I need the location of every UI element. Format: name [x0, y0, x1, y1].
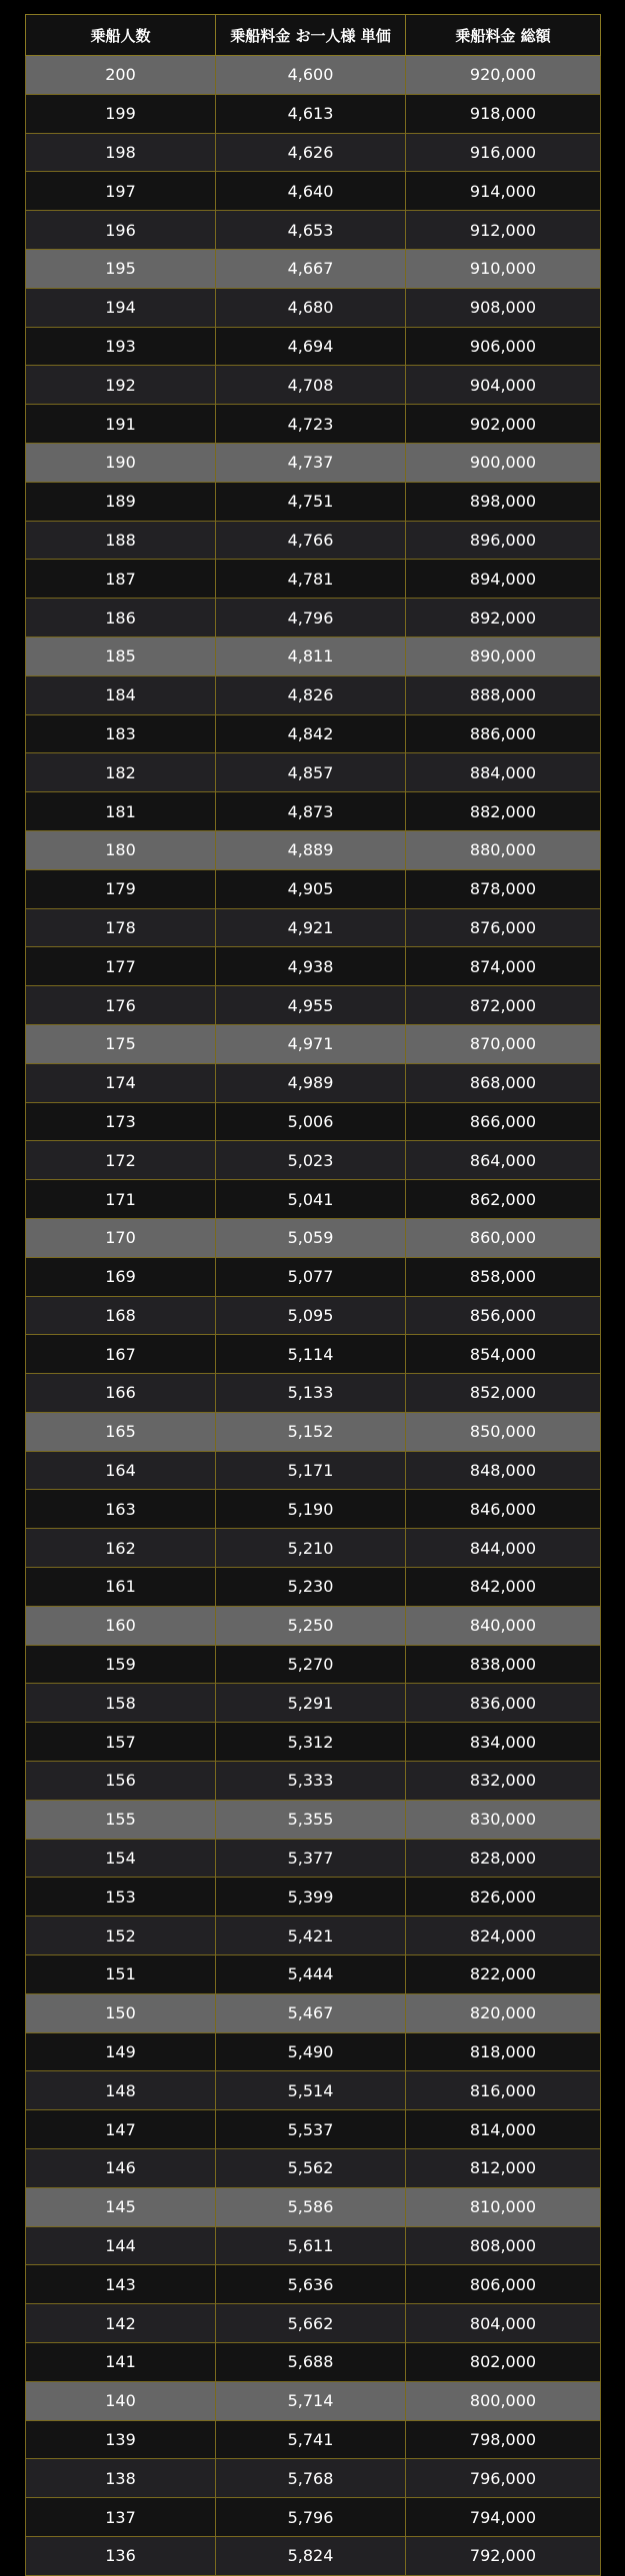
cell-total-price: 846,000	[406, 1490, 601, 1529]
cell-unit-price: 4,826	[216, 675, 406, 714]
cell-total-price: 850,000	[406, 1412, 601, 1451]
cell-passenger-count: 139	[26, 2420, 216, 2459]
table-row	[26, 637, 601, 675]
table-row	[26, 56, 601, 95]
table-row	[26, 133, 601, 172]
cell-total-price: 858,000	[406, 1257, 601, 1296]
cell-passenger-count: 191	[26, 405, 216, 444]
cell-passenger-count: 193	[26, 327, 216, 366]
cell-passenger-count: 169	[26, 1257, 216, 1296]
cell-total-price: 896,000	[406, 521, 601, 560]
table-row	[26, 1180, 601, 1219]
cell-passenger-count: 151	[26, 1955, 216, 1994]
cell-passenger-count: 152	[26, 1917, 216, 1955]
cell-passenger-count: 198	[26, 133, 216, 172]
cell-total-price: 826,000	[406, 1878, 601, 1917]
cell-total-price: 810,000	[406, 2187, 601, 2226]
cell-total-price: 812,000	[406, 2149, 601, 2188]
cell-passenger-count: 181	[26, 792, 216, 831]
cell-total-price: 854,000	[406, 1335, 601, 1374]
cell-total-price: 862,000	[406, 1180, 601, 1219]
cell-total-price: 890,000	[406, 637, 601, 675]
cell-total-price: 894,000	[406, 560, 601, 599]
table-row	[26, 1063, 601, 1102]
table-row	[26, 2420, 601, 2459]
cell-unit-price: 4,796	[216, 599, 406, 638]
table-row	[26, 1374, 601, 1413]
cell-total-price: 906,000	[406, 327, 601, 366]
table-row	[26, 443, 601, 482]
cell-total-price: 834,000	[406, 1723, 601, 1762]
table-row	[26, 675, 601, 714]
table-row	[26, 714, 601, 753]
cell-passenger-count: 199	[26, 94, 216, 133]
cell-total-price: 902,000	[406, 405, 601, 444]
cell-passenger-count: 153	[26, 1878, 216, 1917]
cell-unit-price: 5,077	[216, 1257, 406, 1296]
cell-total-price: 886,000	[406, 714, 601, 753]
cell-passenger-count: 173	[26, 1102, 216, 1141]
table-row	[26, 1024, 601, 1063]
cell-passenger-count: 140	[26, 2381, 216, 2420]
cell-passenger-count: 197	[26, 172, 216, 211]
cell-total-price: 866,000	[406, 1102, 601, 1141]
table-row	[26, 1878, 601, 1917]
cell-unit-price: 5,190	[216, 1490, 406, 1529]
cell-unit-price: 4,667	[216, 249, 406, 288]
cell-unit-price: 4,680	[216, 288, 406, 327]
cell-unit-price: 5,250	[216, 1606, 406, 1645]
cell-total-price: 806,000	[406, 2265, 601, 2304]
cell-unit-price: 5,230	[216, 1568, 406, 1607]
cell-unit-price: 5,152	[216, 1412, 406, 1451]
cell-passenger-count: 150	[26, 1993, 216, 2032]
cell-unit-price: 4,989	[216, 1063, 406, 1102]
cell-total-price: 816,000	[406, 2071, 601, 2110]
cell-total-price: 868,000	[406, 1063, 601, 1102]
cell-passenger-count: 148	[26, 2071, 216, 2110]
cell-unit-price: 5,133	[216, 1374, 406, 1413]
cell-total-price: 878,000	[406, 869, 601, 908]
cell-unit-price: 5,688	[216, 2343, 406, 2382]
table-row	[26, 560, 601, 599]
cell-unit-price: 5,824	[216, 2537, 406, 2576]
cell-unit-price: 5,059	[216, 1218, 406, 1257]
cell-unit-price: 4,737	[216, 443, 406, 482]
cell-unit-price: 5,333	[216, 1762, 406, 1801]
cell-passenger-count: 184	[26, 675, 216, 714]
cell-unit-price: 5,399	[216, 1878, 406, 1917]
cell-passenger-count: 172	[26, 1141, 216, 1180]
cell-passenger-count: 163	[26, 1490, 216, 1529]
table-row	[26, 94, 601, 133]
cell-unit-price: 4,811	[216, 637, 406, 675]
cell-total-price: 814,000	[406, 2110, 601, 2149]
cell-unit-price: 4,613	[216, 94, 406, 133]
cell-total-price: 860,000	[406, 1218, 601, 1257]
cell-unit-price: 4,781	[216, 560, 406, 599]
cell-passenger-count: 137	[26, 2498, 216, 2537]
cell-passenger-count: 141	[26, 2343, 216, 2382]
cell-unit-price: 4,905	[216, 869, 406, 908]
cell-passenger-count: 149	[26, 2032, 216, 2071]
table-row	[26, 1257, 601, 1296]
cell-passenger-count: 166	[26, 1374, 216, 1413]
table-row	[26, 172, 601, 211]
cell-unit-price: 4,889	[216, 830, 406, 869]
cell-total-price: 822,000	[406, 1955, 601, 1994]
cell-unit-price: 5,006	[216, 1102, 406, 1141]
cell-unit-price: 5,636	[216, 2265, 406, 2304]
cell-passenger-count: 192	[26, 366, 216, 405]
cell-unit-price: 5,041	[216, 1180, 406, 1219]
cell-unit-price: 4,600	[216, 56, 406, 95]
cell-total-price: 874,000	[406, 947, 601, 986]
header-passenger-count: 乗船人数	[26, 15, 216, 56]
cell-total-price: 842,000	[406, 1568, 601, 1607]
cell-passenger-count: 177	[26, 947, 216, 986]
cell-unit-price: 4,626	[216, 133, 406, 172]
table-row	[26, 1839, 601, 1878]
table-row	[26, 2381, 601, 2420]
cell-passenger-count: 167	[26, 1335, 216, 1374]
cell-total-price: 892,000	[406, 599, 601, 638]
cell-total-price: 898,000	[406, 482, 601, 521]
cell-passenger-count: 168	[26, 1296, 216, 1335]
table-row	[26, 2149, 601, 2188]
cell-passenger-count: 147	[26, 2110, 216, 2149]
table-row	[26, 792, 601, 831]
fare-table	[25, 14, 601, 2576]
table-row	[26, 482, 601, 521]
cell-total-price: 796,000	[406, 2459, 601, 2498]
table-row	[26, 869, 601, 908]
cell-total-price: 844,000	[406, 1529, 601, 1568]
cell-unit-price: 4,955	[216, 986, 406, 1025]
cell-total-price: 870,000	[406, 1024, 601, 1063]
cell-total-price: 900,000	[406, 443, 601, 482]
cell-unit-price: 4,766	[216, 521, 406, 560]
cell-unit-price: 5,611	[216, 2226, 406, 2265]
table-row	[26, 2459, 601, 2498]
table-row	[26, 1296, 601, 1335]
cell-unit-price: 4,857	[216, 753, 406, 792]
cell-unit-price: 5,537	[216, 2110, 406, 2149]
cell-passenger-count: 179	[26, 869, 216, 908]
table-row	[26, 1645, 601, 1684]
cell-passenger-count: 145	[26, 2187, 216, 2226]
table-row	[26, 947, 601, 986]
cell-unit-price: 5,467	[216, 1993, 406, 2032]
cell-total-price: 872,000	[406, 986, 601, 1025]
cell-unit-price: 5,312	[216, 1723, 406, 1762]
table-row	[26, 2265, 601, 2304]
cell-passenger-count: 164	[26, 1451, 216, 1490]
cell-unit-price: 5,377	[216, 1839, 406, 1878]
cell-total-price: 836,000	[406, 1684, 601, 1723]
cell-unit-price: 4,694	[216, 327, 406, 366]
cell-passenger-count: 180	[26, 830, 216, 869]
cell-unit-price: 5,562	[216, 2149, 406, 2188]
cell-total-price: 856,000	[406, 1296, 601, 1335]
cell-unit-price: 5,291	[216, 1684, 406, 1723]
table-row	[26, 1451, 601, 1490]
cell-unit-price: 5,796	[216, 2498, 406, 2537]
cell-total-price: 840,000	[406, 1606, 601, 1645]
cell-total-price: 918,000	[406, 94, 601, 133]
table-header-row	[26, 15, 601, 56]
cell-total-price: 848,000	[406, 1451, 601, 1490]
cell-unit-price: 5,514	[216, 2071, 406, 2110]
table-row	[26, 2304, 601, 2343]
cell-passenger-count: 194	[26, 288, 216, 327]
cell-total-price: 876,000	[406, 908, 601, 947]
cell-passenger-count: 178	[26, 908, 216, 947]
table-row	[26, 211, 601, 250]
cell-passenger-count: 182	[26, 753, 216, 792]
cell-unit-price: 5,023	[216, 1141, 406, 1180]
table-row	[26, 1568, 601, 1607]
cell-total-price: 914,000	[406, 172, 601, 211]
table-row	[26, 2187, 601, 2226]
cell-total-price: 824,000	[406, 1917, 601, 1955]
cell-unit-price: 4,971	[216, 1024, 406, 1063]
table-row	[26, 2071, 601, 2110]
cell-passenger-count: 195	[26, 249, 216, 288]
cell-unit-price: 5,444	[216, 1955, 406, 1994]
table-row	[26, 1993, 601, 2032]
table-row	[26, 2537, 601, 2576]
cell-unit-price: 5,421	[216, 1917, 406, 1955]
cell-total-price: 800,000	[406, 2381, 601, 2420]
cell-total-price: 828,000	[406, 1839, 601, 1878]
cell-passenger-count: 138	[26, 2459, 216, 2498]
cell-unit-price: 5,114	[216, 1335, 406, 1374]
table-row	[26, 1218, 601, 1257]
cell-total-price: 808,000	[406, 2226, 601, 2265]
cell-total-price: 920,000	[406, 56, 601, 95]
cell-unit-price: 5,662	[216, 2304, 406, 2343]
cell-total-price: 888,000	[406, 675, 601, 714]
cell-passenger-count: 154	[26, 1839, 216, 1878]
cell-total-price: 912,000	[406, 211, 601, 250]
cell-passenger-count: 136	[26, 2537, 216, 2576]
cell-passenger-count: 159	[26, 1645, 216, 1684]
cell-unit-price: 4,723	[216, 405, 406, 444]
cell-unit-price: 5,741	[216, 2420, 406, 2459]
table-row	[26, 1335, 601, 1374]
cell-total-price: 908,000	[406, 288, 601, 327]
cell-passenger-count: 187	[26, 560, 216, 599]
cell-total-price: 864,000	[406, 1141, 601, 1180]
cell-passenger-count: 161	[26, 1568, 216, 1607]
cell-passenger-count: 155	[26, 1800, 216, 1839]
table-row	[26, 1412, 601, 1451]
cell-passenger-count: 170	[26, 1218, 216, 1257]
cell-passenger-count: 162	[26, 1529, 216, 1568]
cell-passenger-count: 183	[26, 714, 216, 753]
cell-unit-price: 5,171	[216, 1451, 406, 1490]
cell-total-price: 798,000	[406, 2420, 601, 2459]
cell-total-price: 802,000	[406, 2343, 601, 2382]
header-unit-price: 乗船料金 お一人様 単価	[216, 15, 406, 56]
cell-unit-price: 5,714	[216, 2381, 406, 2420]
cell-passenger-count: 142	[26, 2304, 216, 2343]
cell-passenger-count: 185	[26, 637, 216, 675]
cell-passenger-count: 160	[26, 1606, 216, 1645]
cell-total-price: 852,000	[406, 1374, 601, 1413]
cell-unit-price: 4,640	[216, 172, 406, 211]
cell-unit-price: 4,653	[216, 211, 406, 250]
cell-passenger-count: 157	[26, 1723, 216, 1762]
cell-passenger-count: 143	[26, 2265, 216, 2304]
cell-passenger-count: 190	[26, 443, 216, 482]
cell-unit-price: 4,873	[216, 792, 406, 831]
cell-passenger-count: 186	[26, 599, 216, 638]
cell-passenger-count: 156	[26, 1762, 216, 1801]
table-row	[26, 1723, 601, 1762]
cell-total-price: 880,000	[406, 830, 601, 869]
cell-unit-price: 5,095	[216, 1296, 406, 1335]
cell-passenger-count: 158	[26, 1684, 216, 1723]
table-row	[26, 249, 601, 288]
table-row	[26, 1102, 601, 1141]
cell-passenger-count: 165	[26, 1412, 216, 1451]
cell-unit-price: 5,355	[216, 1800, 406, 1839]
cell-unit-price: 4,938	[216, 947, 406, 986]
cell-unit-price: 5,586	[216, 2187, 406, 2226]
table-row	[26, 753, 601, 792]
header-total-price: 乗船料金 総額	[406, 15, 601, 56]
cell-total-price: 832,000	[406, 1762, 601, 1801]
cell-total-price: 882,000	[406, 792, 601, 831]
cell-passenger-count: 175	[26, 1024, 216, 1063]
cell-total-price: 804,000	[406, 2304, 601, 2343]
cell-total-price: 830,000	[406, 1800, 601, 1839]
table-row	[26, 908, 601, 947]
cell-total-price: 820,000	[406, 1993, 601, 2032]
table-row	[26, 830, 601, 869]
table-row	[26, 1684, 601, 1723]
table-row	[26, 1917, 601, 1955]
cell-total-price: 910,000	[406, 249, 601, 288]
cell-total-price: 838,000	[406, 1645, 601, 1684]
table-row	[26, 1762, 601, 1801]
table-row	[26, 2032, 601, 2071]
cell-unit-price: 5,210	[216, 1529, 406, 1568]
table-row	[26, 1800, 601, 1839]
table-row	[26, 2226, 601, 2265]
cell-total-price: 904,000	[406, 366, 601, 405]
cell-total-price: 916,000	[406, 133, 601, 172]
table-row	[26, 366, 601, 405]
table-row	[26, 2343, 601, 2382]
table-row	[26, 599, 601, 638]
cell-unit-price: 5,270	[216, 1645, 406, 1684]
table-row	[26, 1490, 601, 1529]
cell-total-price: 884,000	[406, 753, 601, 792]
cell-passenger-count: 176	[26, 986, 216, 1025]
cell-passenger-count: 146	[26, 2149, 216, 2188]
table-row	[26, 327, 601, 366]
cell-passenger-count: 188	[26, 521, 216, 560]
cell-passenger-count: 196	[26, 211, 216, 250]
table-row	[26, 1529, 601, 1568]
table-row	[26, 2498, 601, 2537]
table-row	[26, 288, 601, 327]
cell-total-price: 818,000	[406, 2032, 601, 2071]
cell-total-price: 794,000	[406, 2498, 601, 2537]
table-row	[26, 1606, 601, 1645]
table-row	[26, 1141, 601, 1180]
cell-total-price: 792,000	[406, 2537, 601, 2576]
table-row	[26, 1955, 601, 1994]
cell-unit-price: 4,751	[216, 482, 406, 521]
cell-passenger-count: 174	[26, 1063, 216, 1102]
cell-passenger-count: 189	[26, 482, 216, 521]
table-row	[26, 2110, 601, 2149]
cell-unit-price: 5,768	[216, 2459, 406, 2498]
cell-unit-price: 4,921	[216, 908, 406, 947]
cell-passenger-count: 144	[26, 2226, 216, 2265]
cell-unit-price: 4,842	[216, 714, 406, 753]
cell-passenger-count: 200	[26, 56, 216, 95]
table-row	[26, 521, 601, 560]
cell-unit-price: 5,490	[216, 2032, 406, 2071]
table-row	[26, 986, 601, 1025]
table-body	[26, 56, 601, 2576]
table-row	[26, 405, 601, 444]
cell-unit-price: 4,708	[216, 366, 406, 405]
cell-passenger-count: 171	[26, 1180, 216, 1219]
